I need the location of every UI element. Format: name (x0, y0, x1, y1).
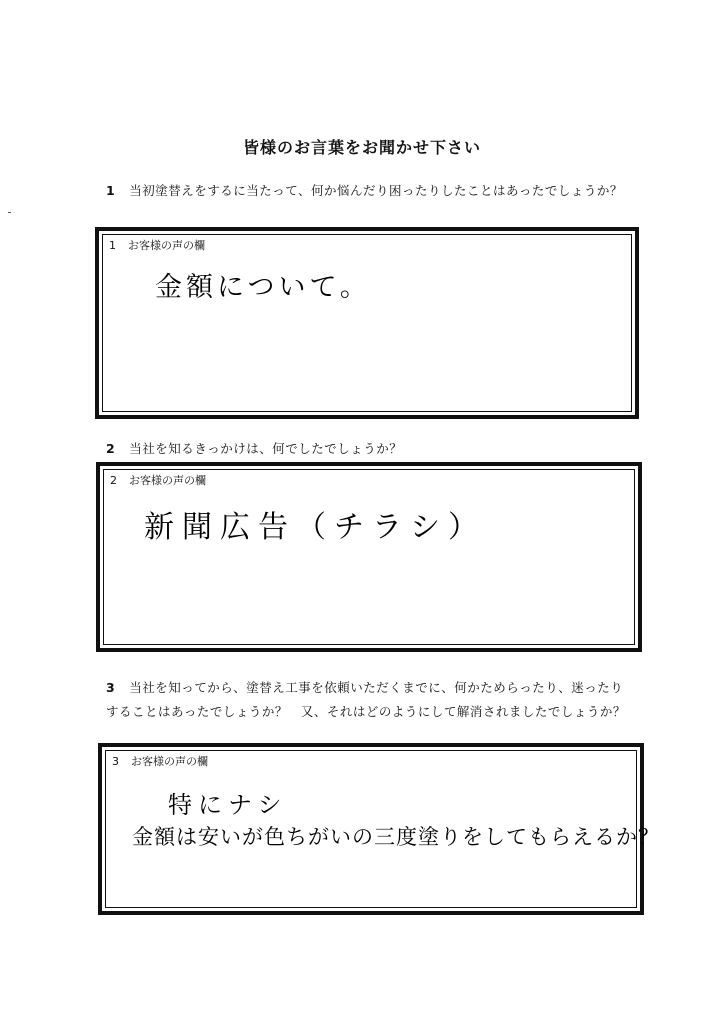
handwritten-answer: 金額について。 (155, 272, 371, 303)
question-number: 2 (106, 441, 116, 456)
box-label-text: お客様の声の欄 (128, 239, 205, 252)
answer-box-inner (102, 234, 632, 412)
answer-box-1 (95, 227, 639, 419)
page-title: 皆様のお言葉をお聞かせ下さい (242, 137, 481, 157)
question-text: 当社を知ってから、塗替え工事を依頼いただくまでに、何かためらったり、迷ったりすることはあったでしょうか？ 又、それはどのようにして解消されましたでしょうか？ (106, 680, 626, 719)
box-number: 3 (112, 755, 119, 768)
answer-box-3 (98, 743, 660, 915)
answer-box-label (110, 472, 206, 488)
question-number: 3 (106, 680, 116, 695)
handwritten-answer: 新聞広告（チラシ） (144, 510, 486, 545)
answer-box-label (109, 237, 205, 253)
question-3 (106, 676, 636, 724)
margin-mark (8, 212, 11, 213)
question-2 (106, 438, 636, 460)
answer-box-2 (96, 462, 642, 652)
question-text: 当初塗替えをするに当たって、何か悩んだり困ったりしたことはあったでしょうか？ (129, 183, 623, 198)
answer-box-inner (103, 469, 635, 645)
handwritten-answer: 特にナシ (168, 791, 288, 819)
question-number: 1 (106, 183, 116, 198)
box-label-text: お客様の声の欄 (131, 755, 208, 768)
answer-box-label (112, 753, 208, 769)
box-number: 2 (110, 474, 117, 487)
box-label-text: お客様の声の欄 (129, 474, 206, 487)
handwritten-answer: 金額は安いが色ちがいの三度塗りをしてもらえるか？ (132, 825, 660, 849)
box-number: 1 (109, 239, 116, 252)
question-1 (106, 180, 636, 202)
question-text: 当社を知るきっかけは、何でしたでしょうか？ (129, 441, 403, 456)
